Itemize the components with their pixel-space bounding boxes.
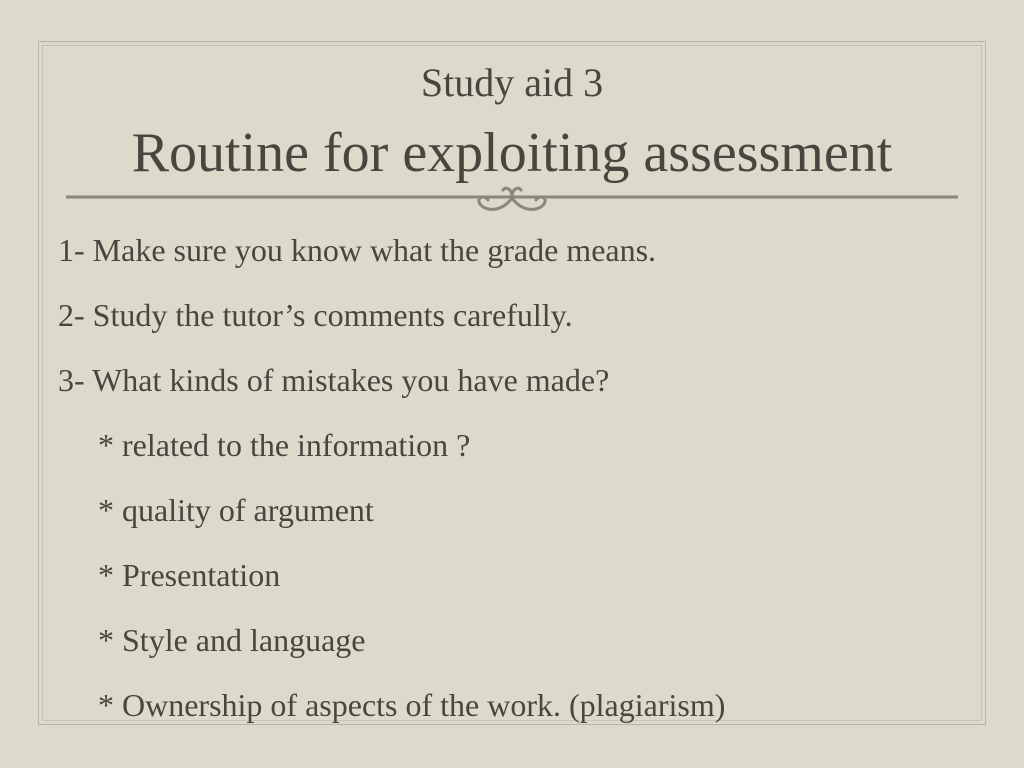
slide-title: Routine for exploiting assessment — [131, 122, 893, 184]
list-item: 3- What kinds of mistakes you have made? — [58, 362, 610, 398]
sub-list-item: * related to the information ? — [98, 427, 471, 463]
sub-list-item: * Presentation — [98, 557, 281, 593]
sub-list-item: * Style and language — [98, 622, 366, 658]
sub-list-item: * quality of argument — [98, 492, 374, 528]
list-item: 1- Make sure you know what the grade means. — [58, 232, 657, 268]
slide-subtitle: Study aid 3 — [420, 60, 604, 105]
ornament-icon — [479, 188, 545, 209]
sub-list-item: * Ownership of aspects of the work. (plagiarism) — [98, 687, 726, 723]
slide-body — [58, 218, 978, 738]
list-item: 2- Study the tutor’s comments carefully. — [58, 297, 573, 333]
